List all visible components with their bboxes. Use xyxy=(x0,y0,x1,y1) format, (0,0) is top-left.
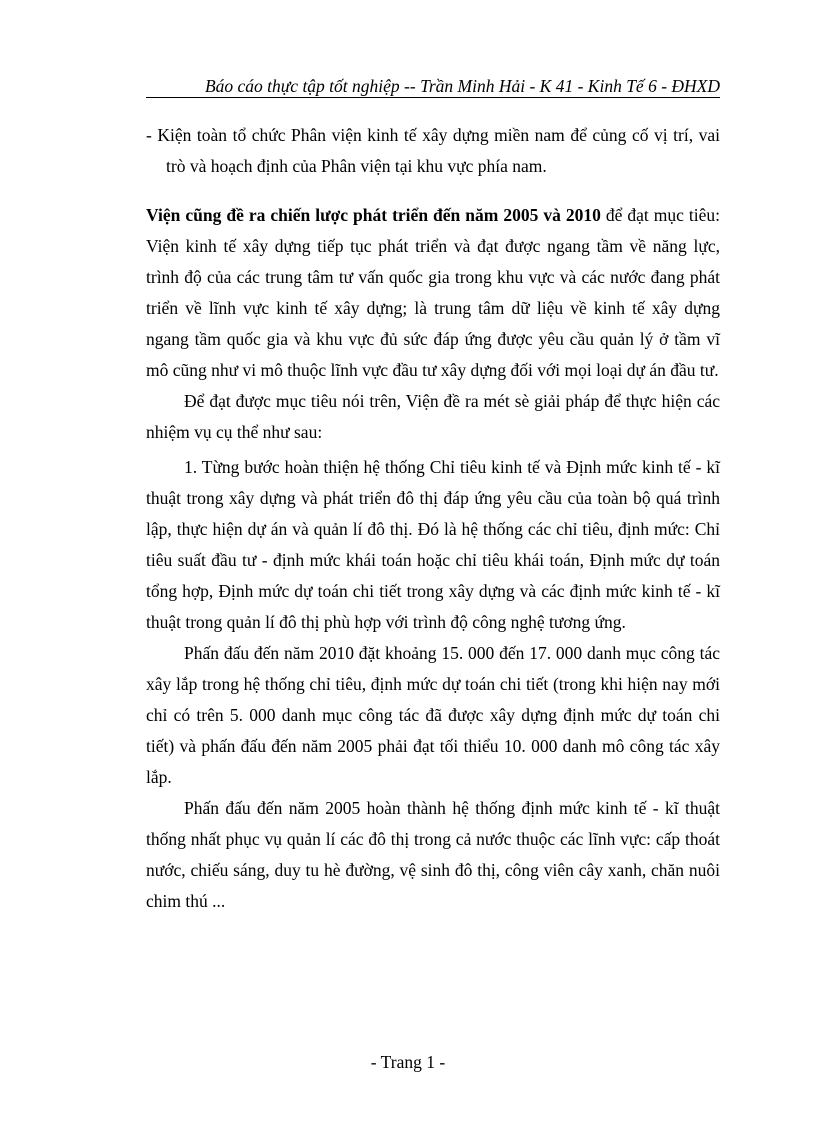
numbered-item-1: 1. Từng bước hoàn thiện hệ thống Chỉ tiêu kinh tế và Định mức kinh tế - kĩ thuật trong xây dựng và phát triển đô thị đáp ứng yêu cầu của toàn bộ quá trình lập, thực hiện dự án và quản lí đô thị. Đó là hệ thống các chỉ tiêu, định mức: Chỉ tiêu suất đầu tư - định mức khái toán hoặc chỉ tiêu khái toán, Định mức dự toán tổng hợp, Định mức dự toán chi tiết trong xây dựng và các định mức kinh tế - kĩ thuật trong quản lí đô thị phù hợp với trình độ công nghệ tương ứng. xyxy=(146,457,720,632)
solutions-intro-paragraph: Để đạt được mục tiêu nói trên, Viện đề ra mét sè giải pháp để thực hiện các nhiệm vụ cụ thể như sau: xyxy=(146,391,720,442)
page-number: - Trang 1 - xyxy=(370,1052,446,1072)
strategy-paragraph xyxy=(146,200,720,386)
body-text xyxy=(146,120,720,917)
strategy-heading: Viện cũng đề ra chiến lược phát triển đến năm 2005 và 2010 xyxy=(146,205,601,225)
header-rule xyxy=(146,97,720,98)
target-2010-paragraph: Phấn đấu đến năm 2010 đặt khoảng 15. 000 đến 17. 000 danh mục công tác xây lắp trong hệ thống chỉ tiêu, định mức dự toán chi tiết (trong khi hiện nay mới chỉ có trên 5. 000 danh mục công tác đã được xây dựng định mức dự toán chi tiết) và phấn đấu đến năm 2005 phải đạt tối thiểu 10. 000 danh mô công tác xây lắp. xyxy=(146,643,720,787)
strategy-text: để đạt mục tiêu: Viện kinh tế xây dựng tiếp tục phát triển và đạt được ngang tầm về năng lực, trình độ của các trung tâm tư vấn quốc gia trong khu vực và các nước đang phát triển về lĩnh vực kinh tế xây dựng; là trung tâm dữ liệu về kinh tế xây dựng ngang tầm quốc gia và khu vực đủ sức đáp ứng được yêu cầu quản lý ở tầm vĩ mô cũng như vi mô thuộc lĩnh vực đầu tư xây dựng đối với mọi loại dự án đầu tư. xyxy=(146,205,720,380)
running-header: Báo cáo thực tập tốt nghiệp -- Trần Minh Hải - K 41 - Kinh Tế 6 - ĐHXD xyxy=(204,76,720,96)
target-2005-paragraph: Phấn đấu đến năm 2005 hoàn thành hệ thống định mức kinh tế - kĩ thuật thống nhất phục vụ quản lí các đô thị trong cả nước thuộc các lĩnh vực: cấp thoát nước, chiếu sáng, duy tu hè đường, vệ sinh đô thị, công viên cây xanh, chăn nuôi chim thú ... xyxy=(146,798,720,911)
paragraph-spacer xyxy=(146,182,720,200)
bullet-paragraph: - Kiện toàn tổ chức Phân viện kinh tế xây dựng miền nam để củng cố vị trí, vai trò và hoạch định của Phân viện tại khu vực phía nam. xyxy=(146,125,720,176)
